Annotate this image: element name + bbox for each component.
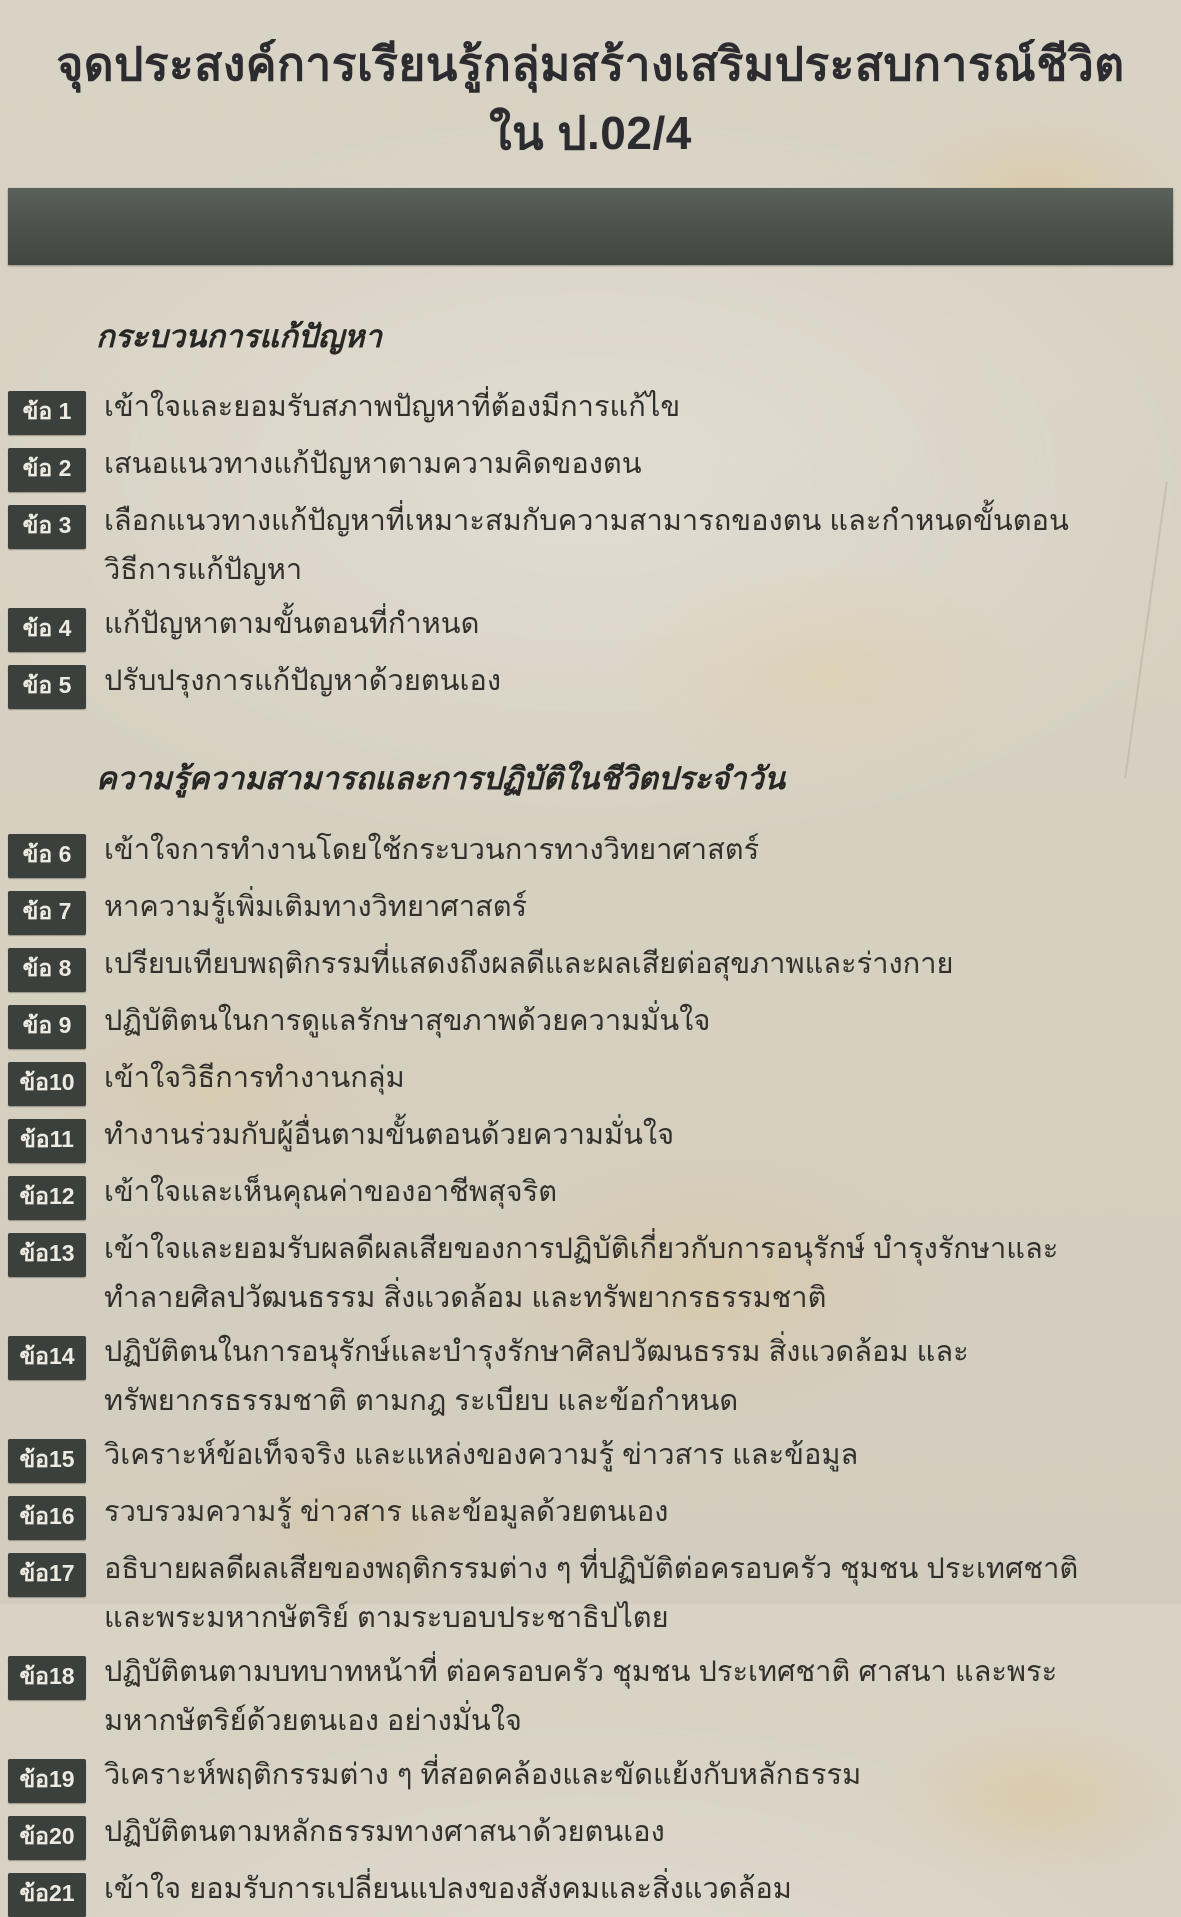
item-text: ทำงานร่วมกับผู้อื่นตามขั้นตอนด้วยความมั่นใจ (104, 1118, 675, 1151)
item-text: รวบรวมความรู้ ข่าวสาร และข้อมูลด้วยตนเอง (104, 1495, 669, 1528)
item-text: ปฏิบัติตนตามบทบาทหน้าที่ ต่อครอบครัว ชุมชน ประเทศชาติ ศาสนา และพระมหากษัตริย์ด้วยตนเอง อย่างมั่นใจ (104, 1655, 1058, 1737)
objective-row (8, 383, 1141, 435)
item-text: วิเคราะห์พฤติกรรมต่าง ๆ ที่สอดคล้องและขัดแย้งกับหลักธรรม (104, 1758, 862, 1791)
item-number-badge: ข้อ17 (8, 1553, 86, 1597)
page-title: จุดประสงค์การเรียนรู้กลุ่มสร้างเสริมประสบการณ์ชีวิต ใน ป.02/4 (56, 38, 1125, 159)
item-text: เข้าใจการทำงานโดยใช้กระบวนการทางวิทยาศาสตร์ (104, 833, 760, 866)
item-number-badge: ข้อ 8 (8, 948, 86, 992)
section-heading: ความรู้ความสามารถและการปฏิบัติในชีวิตประจำวัน (96, 761, 786, 797)
item-text: เข้าใจ ยอมรับการเปลี่ยนแปลงของสังคมและสิ่งแวดล้อม (104, 1872, 792, 1905)
objective-row (8, 657, 1141, 709)
objective-row (8, 1545, 1141, 1643)
item-number-badge: ข้อ21 (8, 1873, 86, 1917)
item-number-badge: ข้อ16 (8, 1496, 86, 1540)
item-number-badge: ข้อ 4 (8, 608, 86, 652)
item-number-badge: ข้อ 2 (8, 448, 86, 492)
objective-row (8, 1751, 1141, 1803)
item-number-badge: ข้อ14 (8, 1336, 86, 1380)
item-number-badge: ข้อ 5 (8, 665, 86, 709)
item-text: เข้าใจและเห็นคุณค่าของอาชีพสุจริต (104, 1175, 558, 1208)
objective-row (8, 997, 1141, 1049)
objective-row (8, 497, 1141, 595)
item-text: แก้ปัญหาตามขั้นตอนที่กำหนด (104, 608, 480, 641)
item-number-badge: ข้อ11 (8, 1119, 86, 1163)
objective-row (8, 1808, 1141, 1860)
item-text: ปฏิบัติตนในการอนุรักษ์และบำรุงรักษาศิลปวัฒนธรรม สิ่งแวดล้อม และทรัพยากรธรรมชาติ ตามกฎ ระเบียบ และข้อกำหนด (104, 1335, 969, 1417)
objectives-section-1 (8, 317, 1141, 709)
objective-row (8, 1054, 1141, 1106)
item-number-badge: ข้อ 7 (8, 891, 86, 935)
item-text: เข้าใจและยอมรับผลดีผลเสียของการปฏิบัติเกี่ยวกับการอนุรักษ์ บำรุงรักษาและทำลายศิลปวัฒนธรรม สิ่งแวดล้อม และทรัพยากรธรรมชาติ (104, 1232, 1059, 1314)
objectives-content (0, 265, 1181, 1917)
section-items (8, 383, 1141, 709)
item-text: เลือกแนวทางแก้ปัญหาที่เหมาะสมกับความสามารถของตน และกำหนดขั้นตอนวิธีการแก้ปัญหา (104, 505, 1069, 587)
header-band (8, 188, 1173, 265)
item-number-badge: ข้อ18 (8, 1656, 86, 1700)
item-text: เสนอแนวทางแก้ปัญหาตามความคิดของตน (104, 448, 642, 481)
item-number-badge: ข้อ 9 (8, 1005, 86, 1049)
item-text: อธิบายผลดีผลเสียของพฤติกรรมต่าง ๆ ที่ปฏิบัติต่อครอบครัว ชุมชน ประเทศชาติ และพระมหากษัตริย์ ตามระบอบประชาธิปไตย (104, 1552, 1079, 1634)
item-text: ปรับปรุงการแก้ปัญหาด้วยตนเอง (104, 665, 501, 698)
item-number-badge: ข้อ15 (8, 1439, 86, 1483)
item-number-badge: ข้อ 1 (8, 391, 86, 435)
objective-row (8, 1328, 1141, 1426)
item-number-badge: ข้อ 3 (8, 505, 86, 549)
item-text: ปฏิบัติตนในการดูแลรักษาสุขภาพด้วยความมั่นใจ (104, 1004, 711, 1037)
objective-row (8, 1111, 1141, 1163)
objective-row (8, 1168, 1141, 1220)
item-text: หาความรู้เพิ่มเติมทางวิทยาศาสตร์ (104, 890, 528, 923)
item-number-badge: ข้อ19 (8, 1759, 86, 1803)
item-text: เข้าใจและยอมรับสภาพปัญหาที่ต้องมีการแก้ไข (104, 391, 681, 424)
section-heading: กระบวนการแก้ปัญหา (96, 319, 382, 354)
section-items (8, 826, 1141, 1917)
objective-row (8, 1648, 1141, 1746)
objective-row (8, 1431, 1141, 1483)
item-number-badge: ข้อ12 (8, 1176, 86, 1220)
item-number-badge: ข้อ20 (8, 1816, 86, 1860)
item-number-badge: ข้อ10 (8, 1062, 86, 1106)
objectives-section-2 (8, 759, 1141, 1916)
item-number-badge: ข้อ 6 (8, 834, 86, 878)
item-text: วิเคราะห์ข้อเท็จจริง และแหล่งของความรู้ ข่าวสาร และข้อมูล (104, 1438, 859, 1471)
item-text: เปรียบเทียบพฤติกรรมที่แสดงถึงผลดีและผลเสียต่อสุขภาพและร่างกาย (104, 947, 954, 980)
objective-row (8, 1865, 1141, 1917)
objective-row (8, 940, 1141, 992)
objective-row (8, 826, 1141, 878)
objective-row (8, 440, 1141, 492)
objective-row (8, 883, 1141, 935)
item-text: ปฏิบัติตนตามหลักธรรมทางศาสนาด้วยตนเอง (104, 1815, 665, 1848)
objective-row (8, 1488, 1141, 1540)
item-text: เข้าใจวิธีการทำงานกลุ่ม (104, 1061, 405, 1094)
objective-row (8, 1225, 1141, 1323)
item-number-badge: ข้อ13 (8, 1233, 86, 1277)
objective-row (8, 600, 1141, 652)
